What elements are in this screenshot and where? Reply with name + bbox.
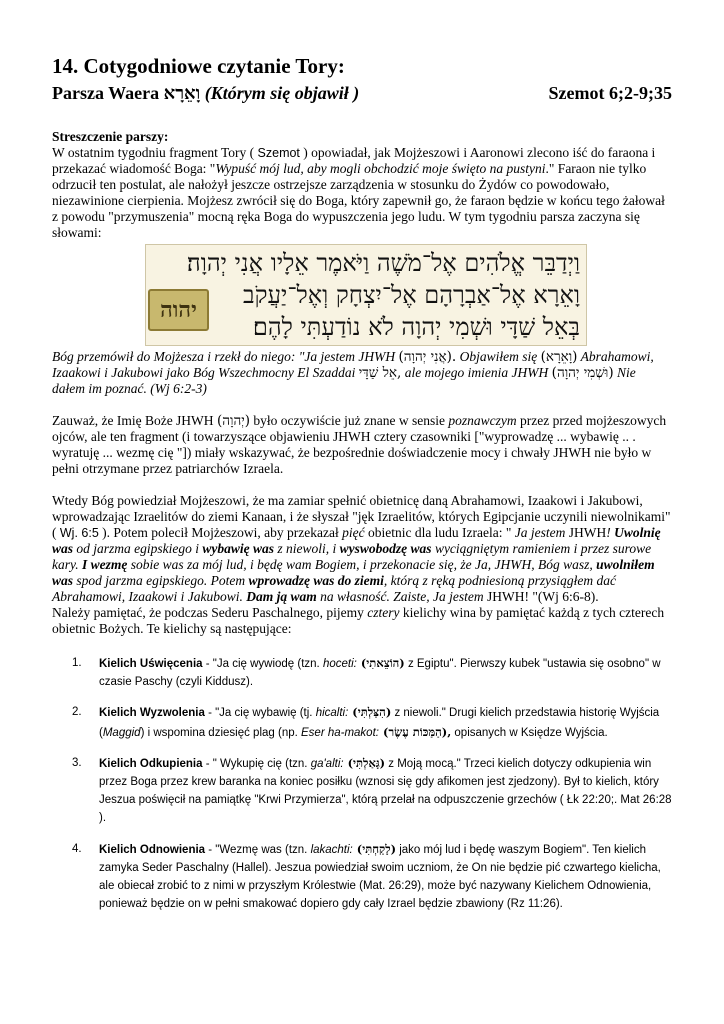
para4-a: Należy pamiętać, że podczas Sederu Paschalnego, pijemy: [52, 605, 368, 620]
para3-i5: wyciągniętym ramieniem i przez surowe kary.: [52, 541, 652, 572]
caption-b: Objawiłem się: [456, 349, 541, 364]
cup-text: z Egiptu". Pierwszy kubek "ustawia się osobno" w czasie Paschy (czyli Kiddusz).: [99, 658, 661, 689]
cup-term: Maggid: [102, 726, 141, 739]
divine-name-seal: יהוה: [148, 289, 209, 331]
para3-i10: na własność. Zaiste, Ja jestem: [316, 589, 488, 604]
cup-hebrew: (הוֹצֵאתִי): [356, 656, 405, 670]
para3-b: ). Potem polecił Mojżeszowi, aby przekazał: [98, 525, 343, 540]
cup-term: Eser ha-makot:: [301, 726, 379, 739]
caption-heb-1: (אֲנִי יְהוָה).: [398, 349, 457, 365]
cup-name: Kielich Odkupienia: [99, 757, 203, 770]
para3-piec: pięć: [342, 525, 365, 540]
intro-c: ." Faraon nie tylko odrzucił ten postulat, ale nałożył jeszcze ostrzejsze zarządzenia w stosunku do Żydów co powodowało, niezawinione cierpienia. Mojżesz zwrócił się do Boga, który zapewnił go, że faraon będzie w końcu tego żałował z powodu "przymuszenia" mocną ręka Boga do wypuszczenia jego ludu. W tym tygodniu parsza zaczyna się słowami:: [52, 161, 665, 240]
cup-text: - "Ja cię wybawię (tj.: [204, 707, 316, 720]
cup-text: z niewoli." Drugi kielich przedstawia historię Wyjścia (: [99, 707, 660, 739]
para3-a: Wtedy Bóg powiedział Mojżeszowi, że ma zamiar spełnić obietnicę daną Abrahamowi, Izaakowi i Jakubowi, wprowadzając Izraelitów do ziemi Kanaan, i że słyszał "jęk Izraelitów, których Egipcjanie uczynili niewolnikami" (: [52, 493, 671, 540]
para2-a: Zauważ, że Imię Boże JHWH: [52, 413, 217, 428]
para3-n1: JHWH: [568, 525, 607, 540]
summary-heading: Streszczenie parszy:: [52, 129, 169, 144]
para3-b4: I wezmę: [82, 557, 128, 572]
list-item-cup-3: [52, 754, 672, 828]
caption-a: Bóg przemówił do Mojżesza i rzekł do niego: "Ja jestem JHWH: [52, 349, 399, 364]
caption-d: ale mojego imienia JHWH: [401, 365, 552, 380]
para4-b: kielichy wina by pamiętać każdą z tych czterech obietnic Bożych. Te kielichy są następujące:: [52, 605, 665, 636]
cup-term: ga'alti:: [310, 757, 344, 770]
parsha-hebrew: וָאֵרָא: [163, 83, 201, 104]
para3-b2: wybawię was: [202, 541, 275, 556]
caption-heb-4: (וּשְׁמִי יְהוָה): [551, 365, 614, 381]
para3-b1: Uwolnię was: [52, 525, 661, 556]
verse-line-1: וַיְדַבֵּר אֱלֹהִים אֶל־מֹשֶׁה וַיֹּאמֶר אֵלָיו אֲנִי יְהוָה׃: [186, 249, 580, 277]
para2-heb: (יְהוָה): [216, 413, 251, 429]
cup-text: - "Wezmę was (tzn.: [205, 843, 311, 856]
para3-i6: sobie was za mój lud, i będę wam Bogiem, i przekonacie się, że Ja,: [127, 557, 495, 572]
list-item-cup-2: [52, 703, 672, 741]
intro-quote: Wypuść mój lud, aby mogli obchodzić moje święto na pustyni: [215, 161, 546, 176]
cup-name: Kielich Odnowienia: [99, 843, 206, 856]
hebrew-verse-image: [145, 244, 587, 346]
para3-i8: spod jarzma egipskiego. Potem: [73, 573, 249, 588]
list-number: 4.: [72, 842, 82, 855]
intro-b: ) opowiadał, jak Mojżeszowi i Aaronowi zlecono iść do faraona i przekazać wiadomość Boga: ": [52, 145, 656, 176]
intro-paragraph: [52, 145, 672, 241]
cup-hebrew: (הַמַּכּוֹת עֶשֶׂר),: [378, 724, 452, 739]
cup-hebrew: (לָקַחְתִּי): [352, 841, 397, 856]
caption-heb-3: אֵל שַׁדָּי,: [358, 365, 402, 381]
para3-i2: !: [606, 525, 615, 540]
para2-italic: poznawczym: [448, 413, 517, 428]
para3-i4: z niewoli, i: [274, 541, 340, 556]
para2-b: było oczywiście już znane w sensie: [250, 413, 449, 428]
para3-i7: , Bóg wasz,: [531, 557, 597, 572]
cup-term: hoceti:: [322, 658, 357, 670]
cup-hebrew: (גָּאַלְתִּי): [343, 755, 386, 770]
cup-text: jako mój lud i będę waszym Bogiem". Ten kielich zamyka Seder Paschalny (Hallel). Jeszua powiedział swoim uczniom, że On nie będzie pić czwartego kielicha, ale obiecał zrobić to z nimi w przyszłym Królestwie (Mat. 26:29), może być nazywany Kielichem Odnowienia, ponieważ będzie on w pełni smakować dopiero gdy cały Izrael będzie zbawiony (Rz 11:26).: [99, 843, 661, 911]
para3-i3: od jarzma egipskiego i: [73, 541, 203, 556]
paragraph-promises: [52, 493, 672, 605]
para3-b5: uwolniłem was: [52, 557, 655, 588]
cup-text: ) i wspomina dziesięć plag (np.: [140, 726, 301, 739]
para3-n2: JHWH: [494, 557, 532, 572]
para3-b6: wprowadzę was do ziemi: [248, 573, 384, 588]
document-page: [52, 54, 672, 925]
parsha-prefix: Parsza Waera: [52, 83, 164, 103]
list-number: 3.: [72, 756, 82, 769]
cup-text: - " Wykupię cię (tzn.: [202, 757, 311, 770]
list-number: 1.: [72, 657, 82, 669]
verse-line-2: וָאֵרָא אֶל־אַבְרָהָם אֶל־יִצְחָק וְאֶל־יַעֲקֹב: [243, 281, 580, 309]
para4-italic: cztery: [367, 605, 400, 620]
para3-b3: wyswobodzę was: [339, 541, 432, 556]
caption-heb-2: (וָאֵרָא): [540, 349, 578, 365]
list-item-cup-4: [52, 840, 672, 914]
para2-c: przez przed mojżeszowych ojców, ale ten fragment (i towarzyszące objawieniu JHWH cztery czasowniki ["wyprowadzę ... wybawię .. . wyratuję ... wezmę cię "]) miały wskazywać, że bezpośrednie doświadczenie mocy i chwały JHWH nie było w pełni otrzymane przez patriarchów Izraela.: [52, 413, 667, 476]
cup-name: Kielich Wyzwolenia: [99, 707, 205, 720]
cup-name: Kielich Uświęcenia: [99, 658, 203, 670]
document-title: 14. Cotygodniowe czytanie Tory:: [52, 54, 345, 78]
para3-i1: Ja jestem: [514, 525, 569, 540]
parsha-subtitle: [52, 82, 672, 105]
para3-n3: JHWH: [487, 589, 525, 604]
parsha-reference: Szemot 6;2-9;35: [548, 83, 672, 103]
para3-i9: , którą z ręką podniesioną przysiągłem dać Abrahamowi, Izaakowi i Jakubowi.: [52, 573, 616, 604]
cups-list: [52, 654, 672, 913]
paragraph-seder: [52, 605, 672, 637]
cup-text: - "Ja cię wywiodę (tzn.: [202, 658, 323, 670]
list-number: 2.: [72, 706, 82, 719]
caption-c: Abrahamowi, Izaakowi i Jakubowi jako Bóg Wszechmocny El Szaddai: [52, 349, 654, 380]
verse-line-3: בְּאֵל שַׁדָּי וּשְׁמִי יְהוָה לֹא נוֹדַעְתִּי לָהֶם׃: [252, 313, 580, 341]
cup-text: z Moją mocą." Trzeci kielich dotyczy odkupienia win przez Boga przez krew baranka na koniec posiłku (wznosi się gdy afikomen jest zjedzony). Był to kielich, który Jeszua poświęcił na pamiątkę "Krwi Przymierza", którą przelał na odpuszczenie grzechów ( Łk 22:20;. Mat 26:28 ).: [99, 757, 672, 825]
paragraph-divine-name: [52, 413, 672, 477]
parsha-meaning: (Którym się objawił ): [200, 83, 360, 103]
para3-ref: Wj. 6:5: [59, 526, 99, 540]
cup-hebrew: (הִצַּלְתִּי): [348, 705, 392, 720]
cup-term: hicalti:: [315, 707, 349, 720]
para3-d: ! "(Wj 6:6-8).: [524, 589, 599, 604]
caption-e: Nie dałem im poznać. (Wj 6:2-3): [52, 365, 636, 396]
para3-b7: Dam ją wam: [246, 589, 317, 604]
para3-c: obietnic dla ludu Izraela: ": [364, 525, 515, 540]
intro-a: W ostatnim tygodniu fragment Tory (: [52, 145, 258, 160]
verse-caption: [52, 349, 672, 397]
cup-text: opisanych w Księdze Wyjścia.: [451, 726, 608, 739]
intro-szemot: Szemot: [257, 146, 300, 160]
list-item-cup-1: [52, 654, 672, 691]
cup-term: lakachti:: [310, 843, 353, 856]
